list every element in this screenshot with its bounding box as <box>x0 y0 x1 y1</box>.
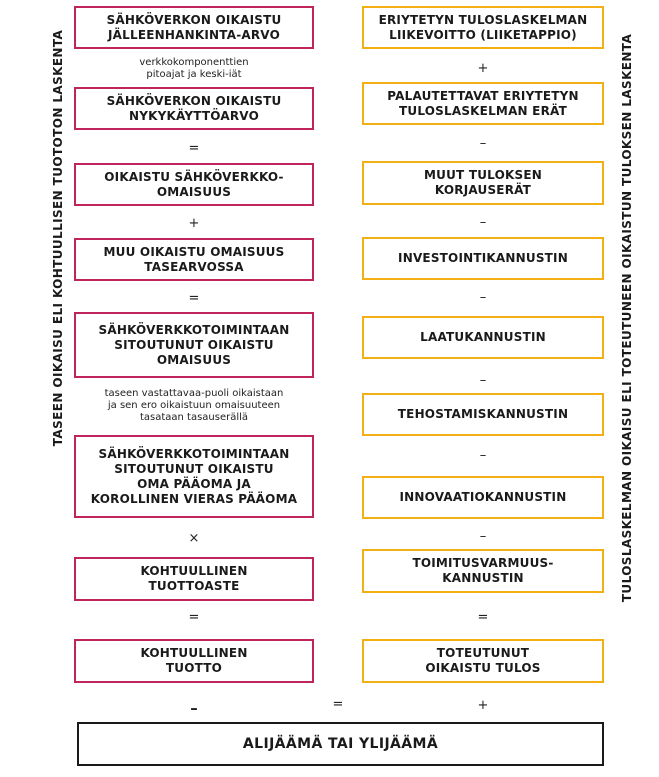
middle-op-equals: = <box>332 697 344 712</box>
bottom-box-deficit-or-surplus: ALIJÄÄMÄ TAI YLIJÄÄMÄ <box>77 722 604 766</box>
left-op-equals-2: = <box>188 291 200 306</box>
left-box-network-assets: OIKAISTU SÄHKÖVERKKO- OMAISUUS <box>74 163 314 206</box>
left-op-minus-final: – <box>190 699 198 717</box>
right-op-minus-1: – <box>479 136 487 151</box>
left-note-balancing-item: taseen vastattavaa-puoli oikaistaan ja sen ero oikaistuun omaisuuteen tasataan tasauserällä <box>104 388 284 423</box>
right-box-other-corrections: MUUT TULOKSEN KORJAUSERÄT <box>362 161 604 205</box>
right-op-plus-1: + <box>477 61 489 76</box>
right-box-realized-result: TOTEUTUNUT OIKAISTU TULOS <box>362 639 604 683</box>
right-box-quality-incentive: LAATUKANNUSTIN <box>362 316 604 359</box>
left-op-equals-1: = <box>188 141 200 156</box>
right-op-minus-5: – <box>479 448 487 463</box>
left-box-other-assets: MUU OIKAISTU OMAISUUS TASEARVOSSA <box>74 238 314 281</box>
right-op-minus-4: – <box>479 373 487 388</box>
right-op-minus-6: – <box>479 529 487 544</box>
right-op-plus-final: + <box>477 698 489 713</box>
left-axis-label: TASEEN OIKAISU ELI KOHTUULLISEN TUOTOTON LASKENTA <box>51 29 65 447</box>
left-op-multiply: × <box>188 531 200 546</box>
right-op-minus-2: – <box>479 215 487 230</box>
left-op-equals-3: = <box>188 610 200 625</box>
left-op-plus: + <box>188 216 200 231</box>
left-box-committed-assets: SÄHKÖVERKKOTOIMINTAAN SITOUTUNUT OIKAISTU OMAISUUS <box>74 312 314 378</box>
right-box-efficiency-incentive: TEHOSTAMISKANNUSTIN <box>362 393 604 436</box>
left-box-equity-and-debt: SÄHKÖVERKKOTOIMINTAAN SITOUTUNUT OIKAISTU OMA PÄÄOMA JA KOROLLINEN VIERAS PÄÄOMA <box>74 435 314 518</box>
right-op-minus-3: – <box>479 290 487 305</box>
right-box-returned-items: PALAUTETTAVAT ERIYTETYN TULOSLASKELMAN ERÄT <box>362 82 604 125</box>
right-box-innovation-incentive: INNOVAATIOKANNUSTIN <box>362 476 604 519</box>
right-axis-label: TULOSLASKELMAN OIKAISU ELI TOTEUTUNEEN OIKAISTUN TULOKSEN LASKENTA <box>620 33 634 603</box>
left-box-current-use-value: SÄHKÖVERKON OIKAISTU NYKYKÄYTTÖARVO <box>74 87 314 130</box>
left-box-reasonable-rate: KOHTUULLINEN TUOTTOASTE <box>74 557 314 601</box>
right-box-security-of-supply-incentive: TOIMITUSVARMUUS- KANNUSTIN <box>362 549 604 593</box>
right-box-investment-incentive: INVESTOINTIKANNUSTIN <box>362 237 604 280</box>
left-box-replacement-value: SÄHKÖVERKON OIKAISTU JÄLLEENHANKINTA-ARVO <box>74 6 314 49</box>
right-box-operating-profit: ERIYTETYN TULOSLASKELMAN LIIKEVOITTO (LIIKETAPPIO) <box>362 6 604 49</box>
right-op-equals: = <box>477 610 489 625</box>
left-note-component-ages: verkkokomponenttien pitoajat ja keski-iät <box>139 57 249 80</box>
left-box-reasonable-return: KOHTUULLINEN TUOTTO <box>74 639 314 683</box>
